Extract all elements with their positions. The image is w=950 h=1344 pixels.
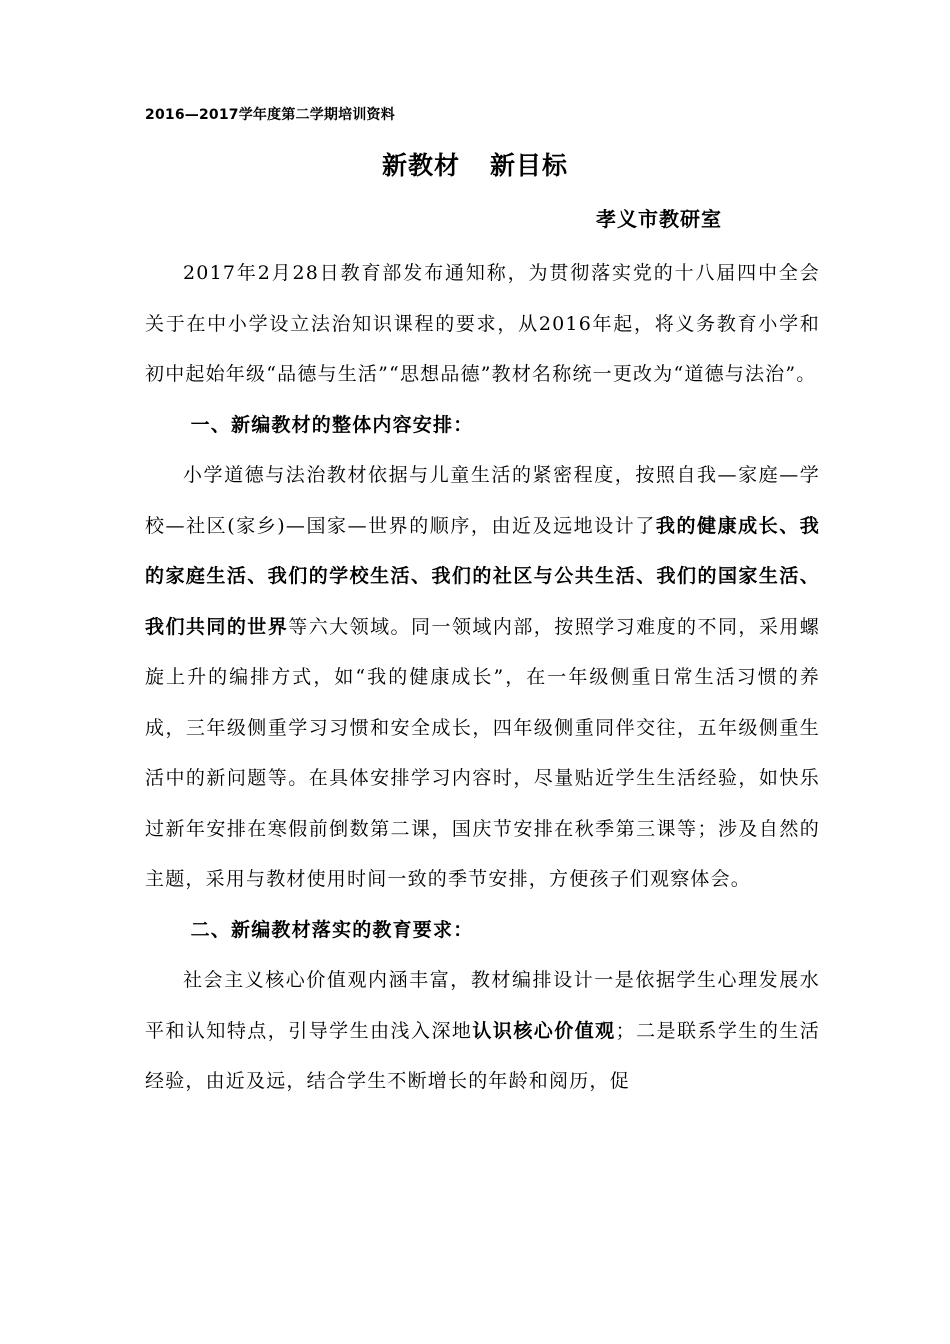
section-2-text-start: 社会主义核心价值观内涵丰富，教材编排设计一是依据学生心理发展水平和认知特点，引导学生由浅入深地: [145, 969, 820, 1042]
document-title: [0, 146, 950, 182]
title-part-1: 新教材: [381, 151, 460, 180]
section-1-text-start: 小学道德与法治教材依据与儿童生活的紧密程度，按照自我—家庭—学校—社区(家乡)—国家—世界的顺序，由近及远地设计了: [145, 464, 820, 537]
section-1-bold-domains: 我的健康成长、我的家庭生活、我们的学校生活、我们的社区与公共生活、我们的国家生活、我们共同的世界: [145, 514, 820, 638]
section-1-paragraph: [145, 450, 820, 905]
section-1-text-end: 等六大领域。同一领域内部，按照学习难度的不同，采用螺旋上升的编排方式，如“我的健康成长”，在一年级侧重日常生活习惯的养成，三年级侧重学习习惯和安全成长，四年级侧重同伴交往，五年级侧重生活中的新问题等。在具体安排学习内容时，尽量贴近学生生活经验，如快乐过新年安排在寒假前倒数第二课，国庆节安排在秋季第三课等；涉及自然的主题，采用与教材使用时间一致的季节安排，方便孩子们观察体会。: [145, 615, 821, 890]
document-body: [145, 248, 820, 1107]
section-2-heading: 二、新编教材落实的教育要求：: [190, 918, 474, 941]
intro-paragraph: 2017年2月28日教育部发布通知称，为贯彻落实党的十八届四中全会关于在中小学设立法治知识课程的要求，从2016年起，将义务教育小学和初中起始年级“品德与生活”“思想品德”教材名称统一更改为“道德与法治”。: [145, 262, 820, 385]
title-part-2: 新目标: [490, 151, 569, 180]
section-1-heading: 一、新编教材的整体内容安排：: [190, 413, 474, 436]
section-2-paragraph: [145, 955, 820, 1107]
section-2-bold-phrase: 认识核心价值观: [472, 1019, 616, 1042]
section-2-text-end: ；二是联系学生的生活经验，由近及远，结合学生不断增长的年龄和阅历，促: [145, 1019, 820, 1092]
document-author: 孝义市教研室: [596, 207, 722, 231]
document-header: 2016—2017学年度第二学期培训资料: [145, 107, 395, 123]
